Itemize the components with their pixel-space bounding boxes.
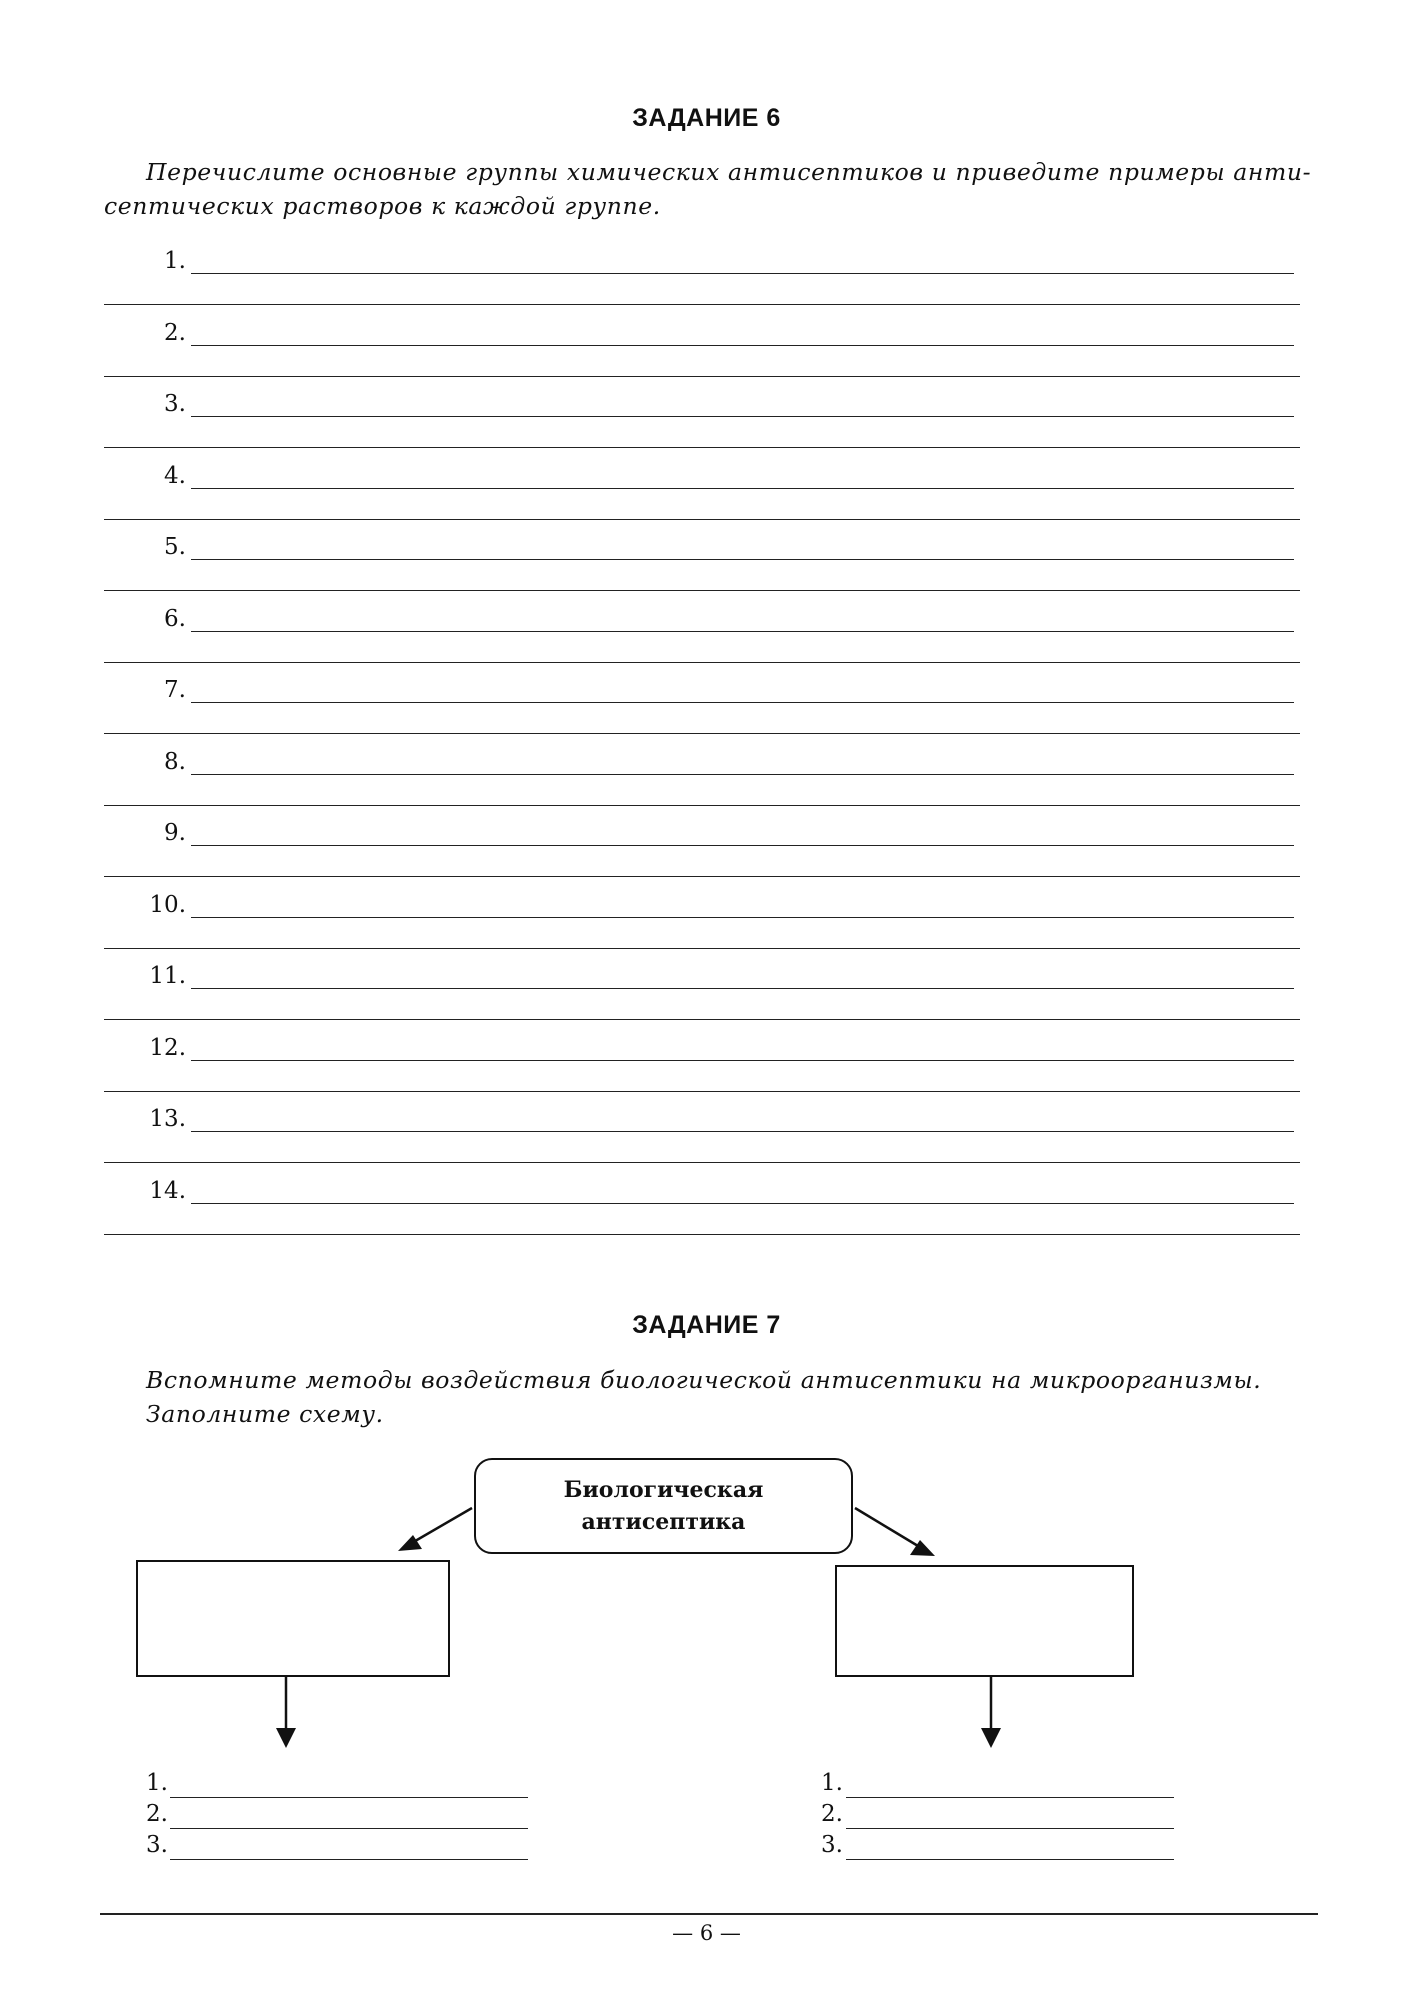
root-box-line2: антисептика [581, 1509, 746, 1535]
left-sub-item-number: 2. [146, 1801, 168, 1827]
right-sub-answer-line[interactable] [846, 1797, 1174, 1798]
left-sub-item-number: 1. [146, 1770, 168, 1796]
arrow-root-to-left [410, 1508, 472, 1544]
task6-instruction-line1: Перечислите основные группы химических антисептиков и приведите примеры анти- [146, 158, 1312, 186]
task6-item-number: 2. [164, 319, 186, 346]
right-sub-item-number: 2. [821, 1801, 843, 1827]
arrow-root-to-left-head [398, 1535, 422, 1551]
arrow-root-to-right [855, 1508, 923, 1549]
root-box-line1: Биологическая [563, 1477, 764, 1503]
task6-item-number: 7. [164, 677, 186, 703]
arrow-left-down-head [276, 1728, 296, 1748]
task6-title: ЗАДАНИЕ 6 [632, 104, 781, 132]
task6-item-number: 3. [164, 391, 186, 417]
right-sub-answer-line[interactable] [846, 1859, 1174, 1860]
right-sub-answer-line[interactable] [846, 1828, 1174, 1829]
right-sub-item-number: 1. [821, 1770, 843, 1796]
task6-item-number: 6. [164, 605, 186, 632]
task6-item-number: 12. [149, 1034, 186, 1061]
task6-item-number: 11. [149, 963, 186, 989]
left-sub-answer-line[interactable] [170, 1828, 528, 1829]
task6-item-number: 1. [164, 248, 186, 274]
task7-instruction-line2: Заполните схему. [146, 1400, 384, 1428]
task6-item-number: 8. [164, 748, 186, 775]
left-sub-answer-line[interactable] [170, 1859, 528, 1860]
task7-title: ЗАДАНИЕ 7 [632, 1311, 781, 1339]
right-sub-item-number: 3. [821, 1832, 843, 1858]
task6-item-number: 4. [164, 462, 186, 489]
task6-item-number: 9. [164, 820, 186, 846]
task6-item-number: 5. [164, 534, 186, 560]
task6-item-number: 10. [149, 891, 186, 918]
left-sub-answer-line[interactable] [170, 1797, 528, 1798]
page-number: — 6 — [672, 1921, 741, 1945]
footer-rule [100, 1913, 1318, 1915]
task6-instruction-line2: септических растворов к каждой группе. [104, 192, 661, 220]
task6-item-number: 13. [149, 1106, 186, 1132]
task7-instruction-line1: Вспомните методы воздействия биологической антисептики на микроорганизмы. [146, 1366, 1262, 1394]
task6-item-number: 14. [149, 1177, 186, 1204]
arrow-right-down-head [981, 1728, 1001, 1748]
left-sub-item-number: 3. [146, 1832, 168, 1858]
